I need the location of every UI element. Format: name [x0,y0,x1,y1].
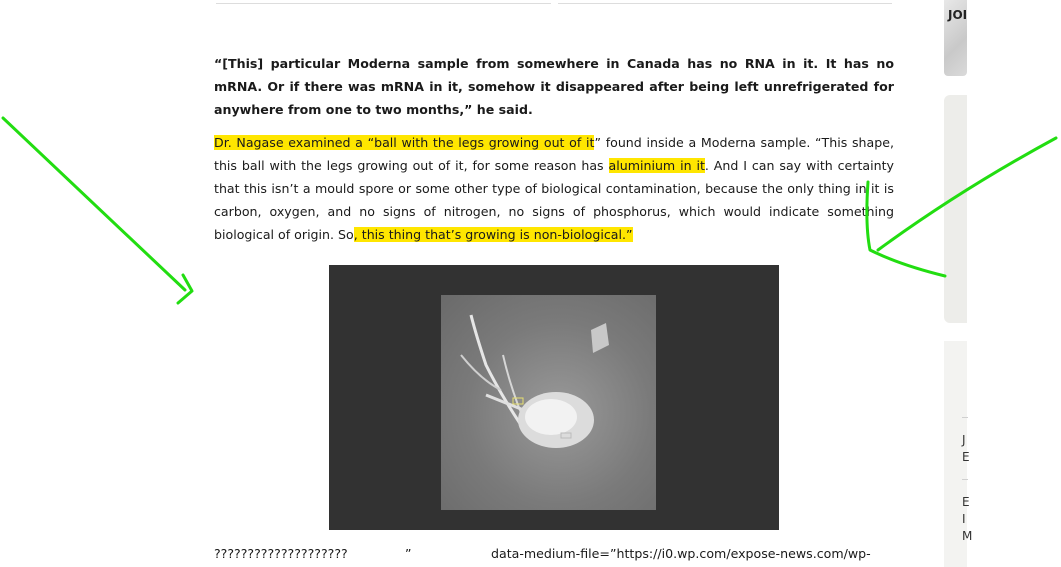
sidebar-panel [944,95,967,323]
top-tab-strip [216,0,892,5]
sem-image [441,295,656,510]
footer-quote-mark: ” [405,546,412,561]
quote-paragraph: “[This] particular Moderna sample from somewhere in Canada has no RNA in it. It has no mRNA. Or if there was mRNA in it, somehow it disappeared after being left unrefrigerated for anywhere from one to two months,” he said. [214,56,894,118]
footer-attr-text: data-medium-file=”https://i0.wp.com/expose-news.com/wp- [491,546,871,561]
footer-question-marks: ???????????????????? [214,546,348,561]
microscope-figure[interactable] [329,265,779,530]
nagase-paragraph [214,131,894,247]
sidebar-link-2[interactable]: E I M [962,495,973,543]
paragraph-text-part-1: ” found inside a Moderna sample. “This shape, this ball with the legs growing out of it, for some reason has [214,134,894,173]
left-arrow-shaft [3,118,185,290]
article-body [214,52,894,247]
sidebar-thumbnail-text: JOI [948,8,968,22]
left-arrow-head [178,275,192,303]
sidebar-divider [962,479,968,480]
right-sidebar [944,0,1061,567]
sidebar-thumbnail[interactable] [944,0,967,76]
highlight-ball-with-legs: Dr. Nagase examined a “ball with the legs growing out of it [214,134,595,150]
tab-underline-right [558,3,892,4]
highlight-aluminium: aluminium in it [608,157,705,173]
sidebar-divider [962,417,968,418]
sem-particle-drawing [441,295,656,510]
sidebar-link-1[interactable]: J E [962,433,970,464]
highlight-non-biological: , this thing that’s growing is non-biological.” [353,227,633,243]
tab-underline-left [216,3,551,4]
paragraph-text-part-2: . And I can say with certainty that this isn’t a mould spore or some other type of biological contamination, because the only thing in it is carbon, oxygen, and no signs of nitrogen, no signs of phosphorus, which would indicate something biological of origin. So [214,157,895,243]
